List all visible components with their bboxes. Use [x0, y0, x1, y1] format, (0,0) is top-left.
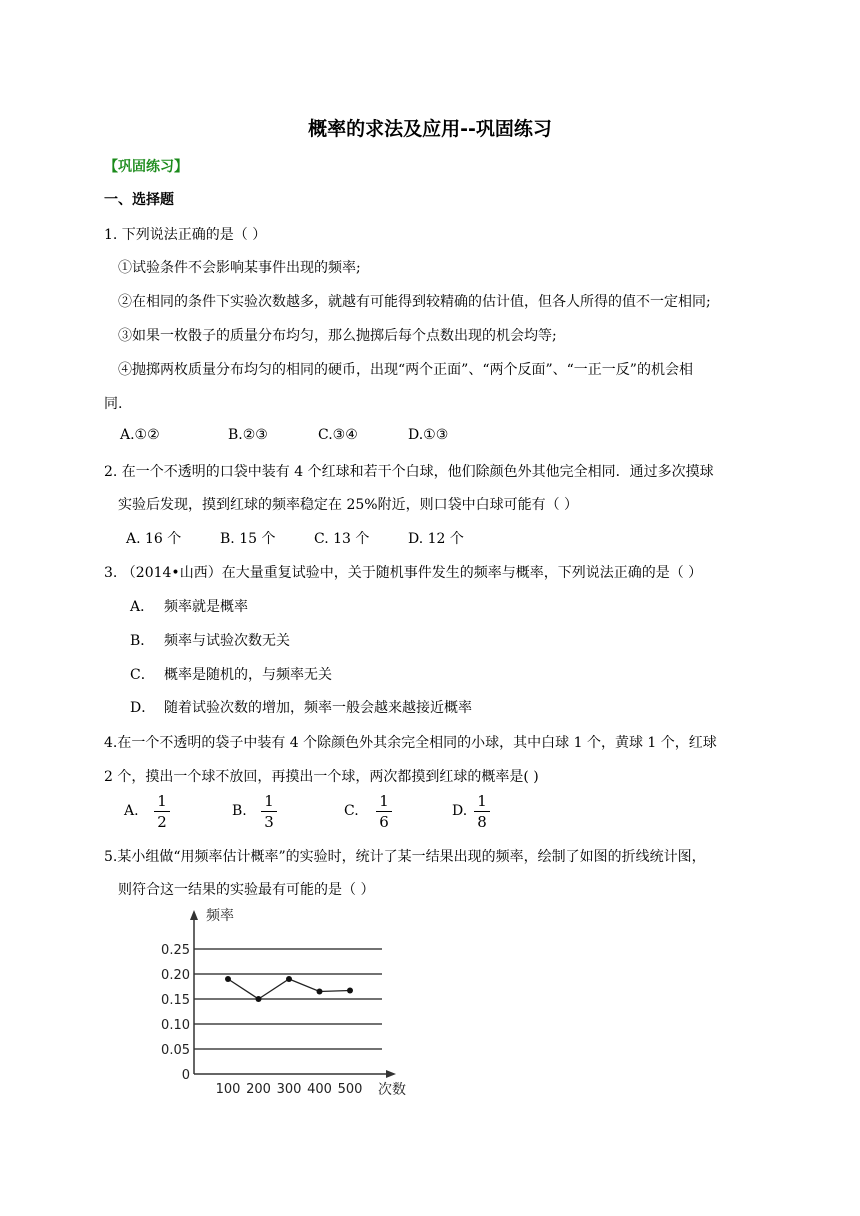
grid-lines [194, 949, 382, 1049]
q1-item-2: ②在相同的条件下实验次数越多，就越有可能得到较精确的估计值，但各人所得的值不一定相同; [118, 294, 711, 310]
x-tick-label: 100 [215, 1082, 241, 1097]
q4-option-b-letter: B. [232, 803, 247, 819]
y-axis-label: 频率 [206, 908, 234, 924]
q4-option-c-fraction [376, 792, 392, 831]
q2-line-2: 实验后发现，摸到红球的频率稳定在 25%附近，则口袋中白球可能有（ ） [118, 497, 579, 513]
fraction-denominator: 2 [157, 813, 167, 831]
q5-line-2: 则符合这一结果的实验最有可能的是（ ） [118, 882, 375, 898]
q3-stem: 3. （2014•山西）在大量重复试验中，关于随机事件发生的频率与概率，下列说法正确的是（ ） [104, 565, 703, 581]
y-tick-label: 0.15 [161, 993, 190, 1008]
fraction-bar [261, 811, 277, 812]
q1-stem: 1. 下列说法正确的是（ ） [104, 227, 267, 243]
q3-option-a-text: 频率就是概率 [164, 599, 248, 615]
y-tick-label: 0.05 [161, 1043, 190, 1058]
chart-axes [190, 910, 396, 1078]
y-tick-label: 0 [181, 1068, 190, 1083]
data-point [347, 988, 353, 994]
q1-item-4: ④抛掷两枚质量分布均匀的相同的硬币，出现“两个正面”、“两个反面”、“一正一反”的机会相 [118, 362, 693, 378]
y-tick-label: 0.20 [161, 968, 190, 983]
q1-item-3: ③如果一枚骰子的质量分布均匀，那么抛掷后每个点数出现的机会均等; [118, 328, 557, 344]
q3-option-d-text: 随着试验次数的增加，频率一般会越来越接近概率 [164, 700, 472, 716]
data-point [317, 989, 323, 995]
data-point [286, 976, 292, 982]
q2-option-a: A. 16 个 [126, 531, 182, 547]
x-tick-label: 300 [276, 1082, 302, 1097]
x-tick-label: 500 [337, 1082, 363, 1097]
y-tick-label: 0.10 [161, 1018, 190, 1033]
q3-option-b-text: 频率与试验次数无关 [164, 633, 290, 649]
q3-option-d-letter: D． [130, 700, 156, 716]
q3-option-a-letter: A． [130, 599, 155, 615]
q3-option-b-letter: B． [130, 633, 155, 649]
section-heading: 一、选择题 [104, 192, 174, 208]
section-label: 【巩固练习】 [104, 159, 188, 175]
q3-option-c-text: 概率是随机的，与频率无关 [164, 667, 332, 683]
x-tick-label: 400 [307, 1082, 332, 1097]
y-axis-arrow [190, 910, 198, 920]
y-tick-label: 0.25 [161, 943, 190, 958]
page-title: 概率的求法及应用--巩固练习 [308, 118, 552, 140]
x-tick-labels [216, 1082, 363, 1097]
data-point [256, 996, 262, 1002]
fraction-numerator: 1 [379, 792, 389, 810]
fraction-numerator: 1 [157, 792, 167, 810]
fraction-numerator: 1 [477, 792, 487, 810]
q4-option-c-letter: C. [344, 803, 359, 819]
data-point [225, 976, 231, 982]
fraction-denominator: 3 [264, 813, 274, 831]
x-tick-label: 200 [246, 1082, 271, 1097]
q3-option-c-letter: C． [130, 667, 155, 683]
q1-option-a: A.①② [120, 427, 160, 443]
x-axis-arrow [386, 1070, 396, 1078]
q5-line-1: 5.某小组做“用频率估计概率”的实验时，统计了某一结果出现的频率，绘制了如图的折线统计图， [104, 849, 706, 865]
q2-line-1: 2. 在一个不透明的口袋中装有 4 个红球和若干个白球，他们除颜色外其他完全相同．通过多次摸球 [104, 464, 714, 480]
frequency-line-chart [150, 900, 410, 1100]
q1-option-d: D.①③ [408, 427, 449, 443]
fraction-bar [154, 811, 170, 812]
fraction-denominator: 8 [477, 813, 487, 831]
q4-option-b-fraction [261, 792, 277, 831]
q4-line-1: 4.在一个不透明的袋子中装有 4 个除颜色外其余完全相同的小球，其中白球 1 个，黄球 1 个，红球 [104, 735, 717, 751]
q1-option-c: C.③④ [318, 427, 358, 443]
q4-option-d-letter: D. [452, 803, 468, 819]
q1-item-1: ①试验条件不会影响某事件出现的频率; [118, 260, 361, 276]
q1-option-b: B.②③ [228, 427, 268, 443]
q2-option-c: C. 13 个 [314, 531, 370, 547]
y-tick-labels [161, 943, 190, 1083]
x-axis-label: 次数 [378, 1082, 406, 1098]
fraction-denominator: 6 [379, 813, 389, 831]
q4-option-a-fraction [154, 792, 170, 831]
fraction-bar [376, 811, 392, 812]
q2-option-d: D. 12 个 [408, 531, 464, 547]
fraction-numerator: 1 [264, 792, 274, 810]
fraction-bar [474, 811, 490, 812]
q4-option-a-letter: A. [124, 803, 139, 819]
q1-item-4-cont: 同. [104, 396, 123, 412]
q4-option-d-fraction [474, 792, 490, 831]
q2-option-b: B. 15 个 [220, 531, 276, 547]
q4-line-2: 2 个，摸出一个球不放回，再摸出一个球，两次都摸到红球的概率是( ) [104, 769, 539, 785]
